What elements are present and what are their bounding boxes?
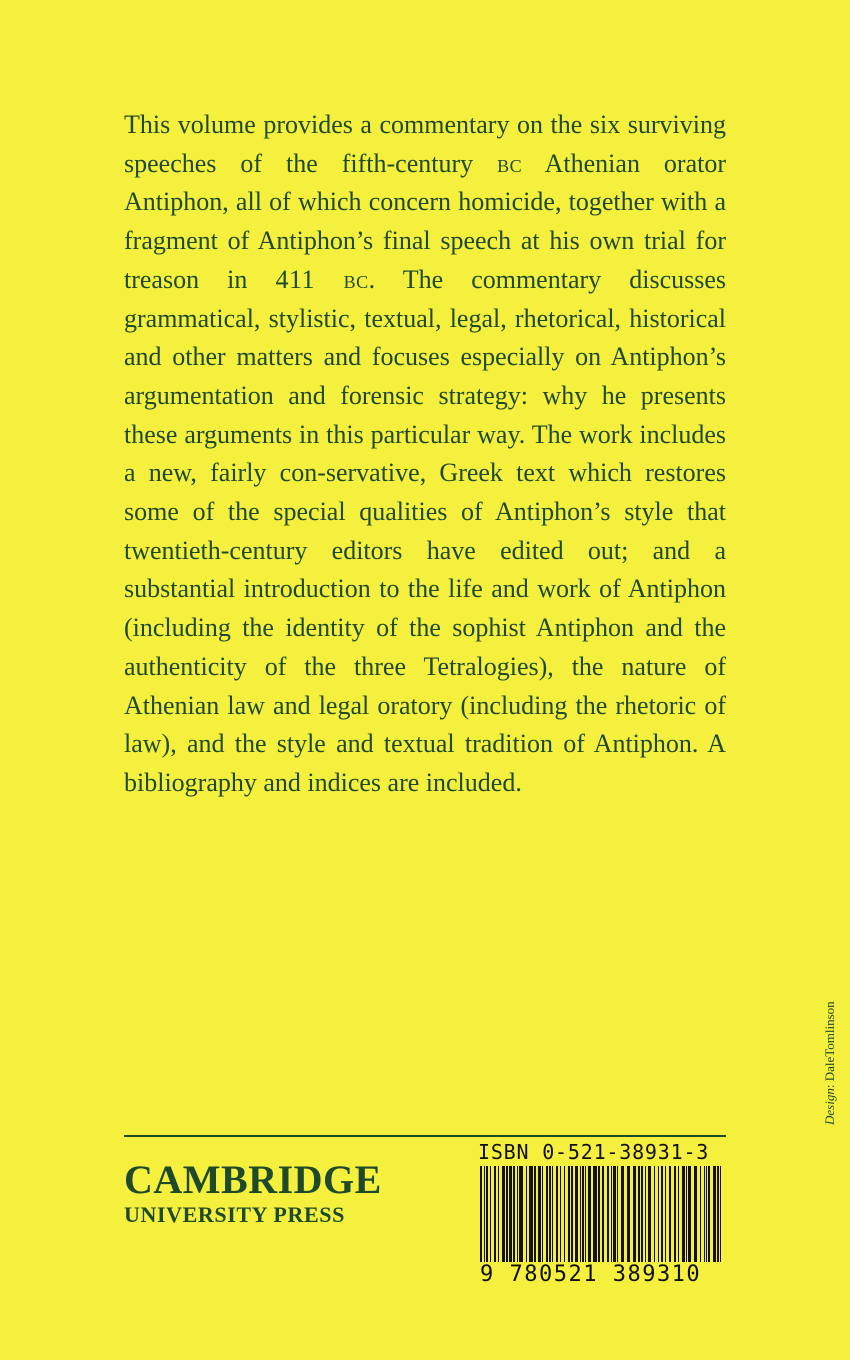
publisher-subname: UNIVERSITY PRESS [124,1202,345,1227]
publisher-name: CAMBRIDGE [124,1157,382,1202]
barcode-number: 9 780521 389310 [478,1262,730,1287]
divider-rule [124,1135,726,1137]
design-credit: Design: DaleTomlinson [822,1001,837,1125]
trial-year: 411 bc [275,264,369,294]
era-abbrev: bc [497,148,523,178]
publisher-logo [124,1157,424,1228]
isbn-label: ISBN 0-521-38931-3 [478,1140,710,1164]
blurb-text: This volume provides a commentary on the six surviving speeches of the fifth-century bc Athenian orator Antiphon, all of which concern homicide, together with a fragment of Antiphon’s final speech at his own trial for treason in 411 bc. The commentary discusses grammatical, stylistic, textual, legal, rhetorical, historical and other matters and focuses especially on Antiphon’s argumentation and forensic strategy: why he presents these arguments in this particular way. The work includes a new, fairly con-servative, Greek text which restores some of the special qualities of Antiphon’s style that twentieth-century editors have edited out; and a substantial introduction to the life and work of Antiphon (including the identity of the sophist Antiphon and the authenticity of the three Tetralogies), the nature of Athenian law and legal oratory (including the rhetoric of law), and the style and textual tradition of Antiphon. A bibliography and indices are included. [124,110,727,797]
